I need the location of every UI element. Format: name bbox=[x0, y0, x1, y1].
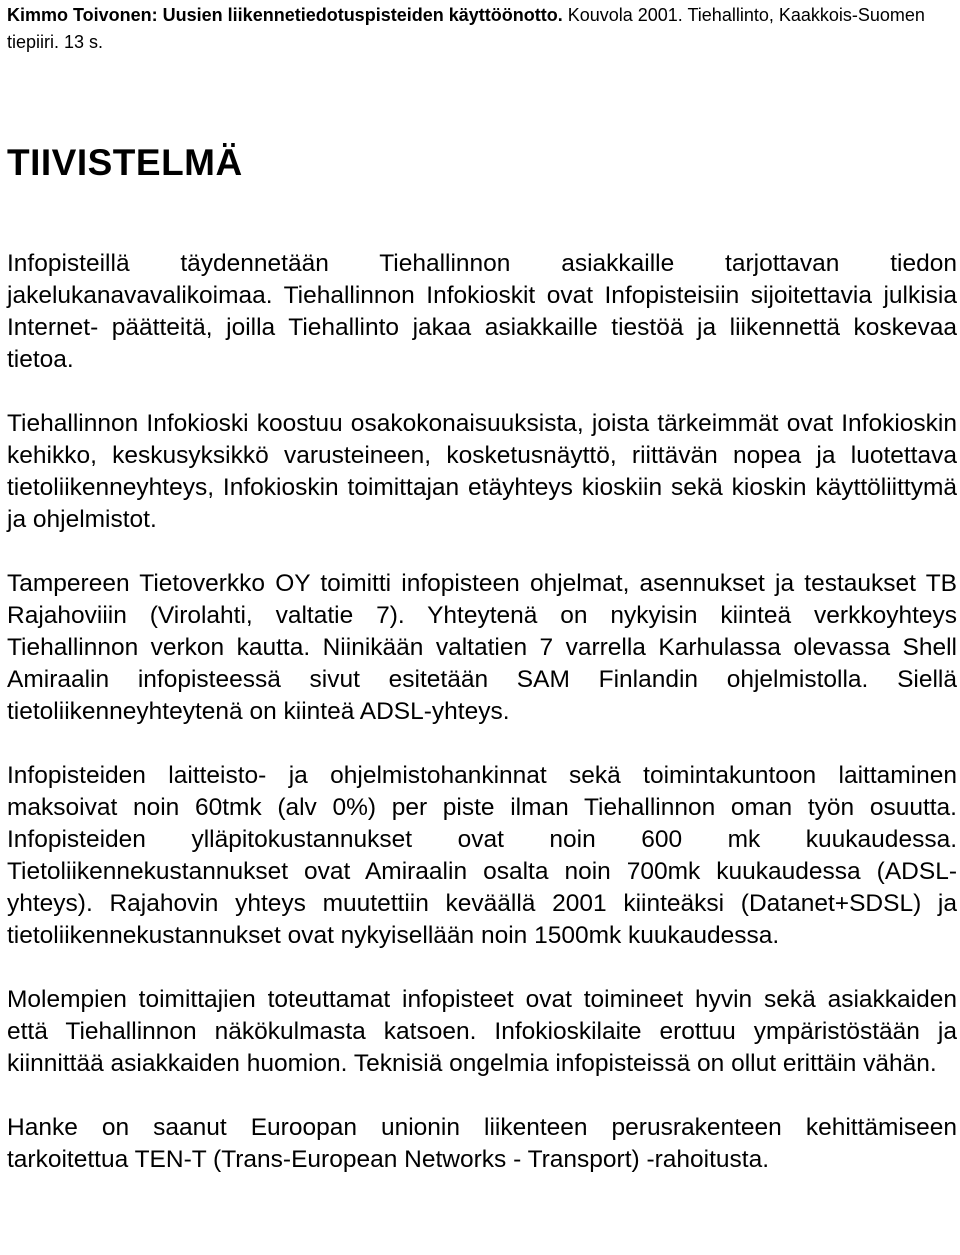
citation-publication: Kouvola 2001. Tiehallinto, Kaakkois-Suomen tiepiiri. 13 s. bbox=[7, 5, 925, 52]
document-page bbox=[7, 0, 957, 1173]
paragraph-intro: Infopisteillä täydennetään Tiehallinnon asiakkaille tarjottavan tiedon jakelukanavavalikoimaa. Tiehallinnon Infokioskit ovat Infopisteisiin sijoitettavia julkisia Internet- päätteitä, joilla Tiehallinto jakaa asiakkaille tiestöä ja liikennettä koskevaa tietoa. bbox=[7, 250, 957, 373]
citation bbox=[7, 2, 957, 56]
citation-author-title: Kimmo Toivonen: Uusien liikennetiedotuspisteiden käyttöönotto. bbox=[7, 5, 563, 25]
paragraph-costs: Infopisteiden laitteisto- ja ohjelmistohankinnat sekä toimintakuntoon laittaminen maksoivat noin 60tmk (alv 0%) per piste ilman Tiehallinnon oman työn osuutta. Infopisteiden ylläpitokustannukset ovat noin 600 mk kuukaudessa. Tietoliikennekustannukset ovat Amiraalin osalta noin 700mk kuukaudessa (ADSL-yhteys). Rajahovin yhteys muutettiin keväällä 2001 kiinteäksi (Datanet+SDSL) ja tietoliikennekustannukset ovat nykyisellään noin 1500mk kuukaudessa. bbox=[7, 762, 957, 949]
abstract-body bbox=[7, 248, 957, 1208]
paragraph-deployment: Tampereen Tietoverkko OY toimitti infopisteen ohjelmat, asennukset ja testaukset TB Rajahoviiin (Virolahti, valtatie 7). Yhteytenä on nykyisin kiinteä verkkoyhteys Tiehallinnon verkon kautta. Niinikään valtatien 7 varrella Karhulassa olevassa Shell Amiraalin infopisteessä sivut esitetään SAM Finlandin ohjelmistolla. Siellä tietoliikenneyhteytenä on kiinteä ADSL-yhteys. bbox=[7, 570, 957, 725]
paragraph-components: Tiehallinnon Infokioski koostuu osakokonaisuuksista, joista tärkeimmät ovat Infokioskin kehikko, keskusyksikkö varusteineen, kosketusnäyttö, riittävän nopea ja luotettava tietoliikenneyhteys, Infokioskin toimittajan etäyhteys kioskiin sekä kioskin käyttöliittymä ja ohjelmistot. bbox=[7, 410, 957, 533]
paragraph-evaluation: Molempien toimittajien toteuttamat infopisteet ovat toimineet hyvin sekä asiakkaiden että Tiehallinnon näkökulmasta katsoen. Infokioskilaite erottuu ympäristöstään ja kiinnittää asiakkaiden huomion. Teknisiä ongelmia infopisteissä on ollut erittäin vähän. bbox=[7, 986, 957, 1077]
abstract-heading: TIIVISTELMÄ bbox=[7, 142, 243, 183]
paragraph-funding: Hanke on saanut Euroopan unionin liikenteen perusrakenteen kehittämiseen tarkoitettua TEN-T (Trans-European Networks - Transport) -rahoitusta. bbox=[7, 1114, 957, 1173]
